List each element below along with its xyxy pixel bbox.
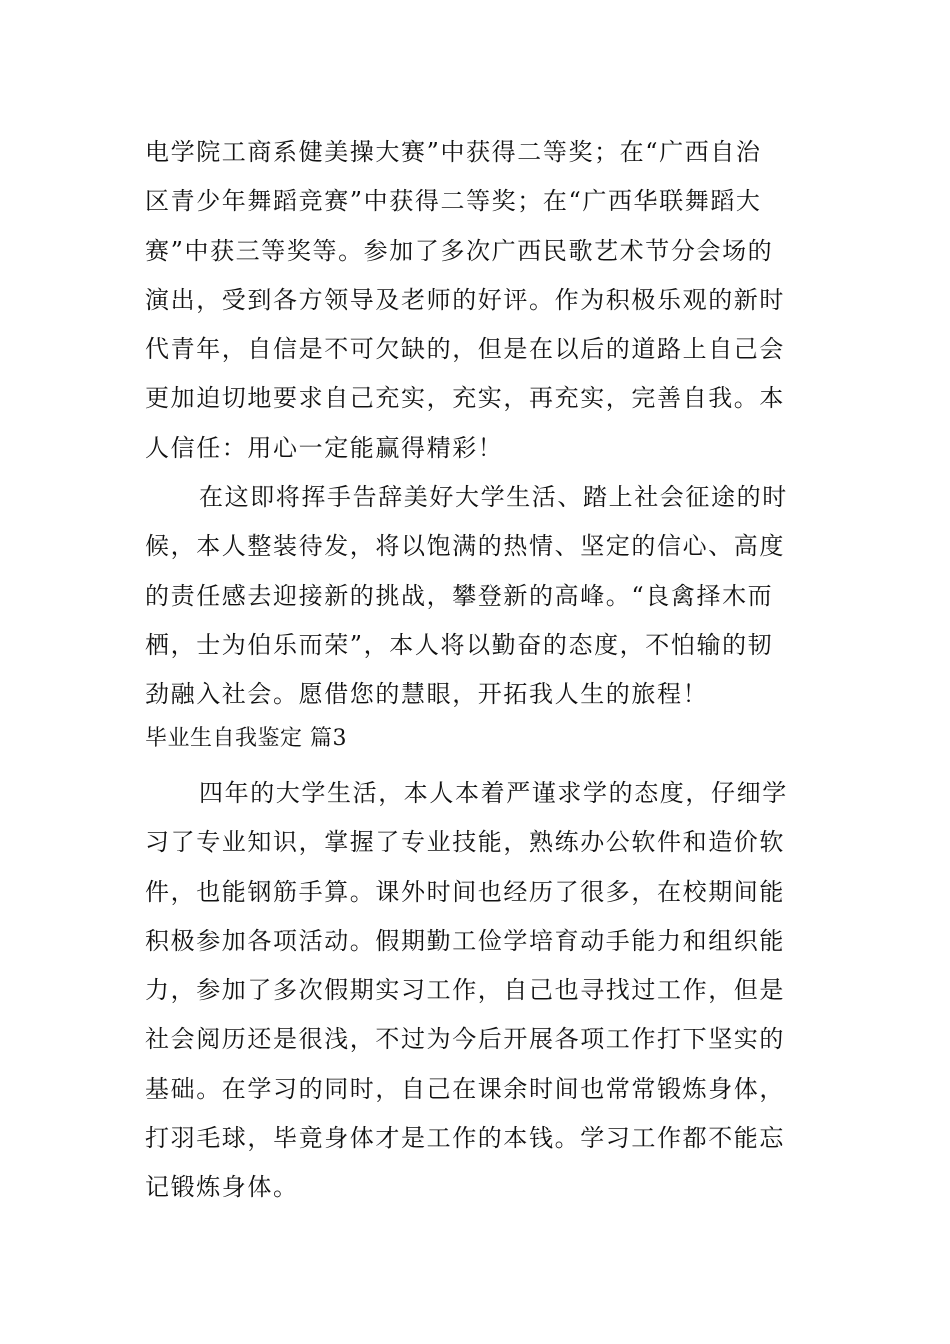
paragraph-line: 区青少年舞蹈竞赛”中获得二等奖；在“广西华联舞蹈大 — [145, 187, 762, 216]
paragraph-awards — [145, 128, 810, 473]
paragraph-line: 候，本人整装待发，将以饱满的热情、坚定的信心、高度 — [145, 532, 785, 561]
paragraph-line: 基础。在学习的同时，自己在课余时间也常常锻炼身体， — [145, 1074, 785, 1103]
paragraph-university-life — [145, 769, 810, 1213]
paragraph-line: 件，也能钢筋手算。课外时间也经历了很多，在校期间能 — [145, 877, 785, 906]
paragraph-line: 四年的大学生活，本人本着严谨求学的态度，仔细学 — [199, 779, 788, 807]
paragraph-line: 劲融入社会。愿借您的慧眼，开拓我人生的旅程！ — [145, 680, 709, 709]
paragraph-line: 社会阅历还是很浅，不过为今后开展各项工作打下坚实的 — [145, 1025, 785, 1054]
paragraph-line: 积极参加各项活动。假期勤工俭学培育动手能力和组织能 — [145, 926, 785, 955]
paragraph-line: 记锻炼身体。 — [145, 1173, 299, 1202]
paragraph-line: 电学院工商系健美操大赛”中获得二等奖；在“广西自治 — [145, 138, 762, 166]
paragraph-farewell — [145, 473, 810, 719]
paragraph-line: 打羽毛球，毕竟身体才是工作的本钱。学习工作都不能忘 — [145, 1124, 785, 1153]
paragraph-line: 演出，受到各方领导及老师的好评。作为积极乐观的新时 — [145, 285, 785, 314]
paragraph-line: 代青年，自信是不可欠缺的，但是在以后的道路上自己会 — [145, 335, 785, 364]
paragraph-line: 的责任感去迎接新的挑战，攀登新的高峰。“良禽择木而 — [145, 581, 774, 610]
paragraph-line: 人信任：用心一定能赢得精彩！ — [145, 433, 504, 462]
paragraph-line: 在这即将挥手告辞美好大学生活、踏上社会征途的时 — [199, 483, 788, 511]
paragraph-line: 栖，士为伯乐而荣”，本人将以勤奋的态度，不怕输的韧 — [145, 630, 774, 659]
paragraph-line: 力，参加了多次假期实习工作，自己也寻找过工作，但是 — [145, 976, 785, 1005]
section-heading: 毕业生自我鉴定 篇3 — [145, 726, 347, 751]
paragraph-line: 习了专业知识，掌握了专业技能，熟练办公软件和造价软 — [145, 828, 785, 857]
paragraph-line: 更加迫切地要求自己充实，充实，再充实，完善自我。本 — [145, 384, 785, 413]
paragraph-line: 赛”中获三等奖等。参加了多次广西民歌艺术节分会场的 — [145, 236, 774, 265]
